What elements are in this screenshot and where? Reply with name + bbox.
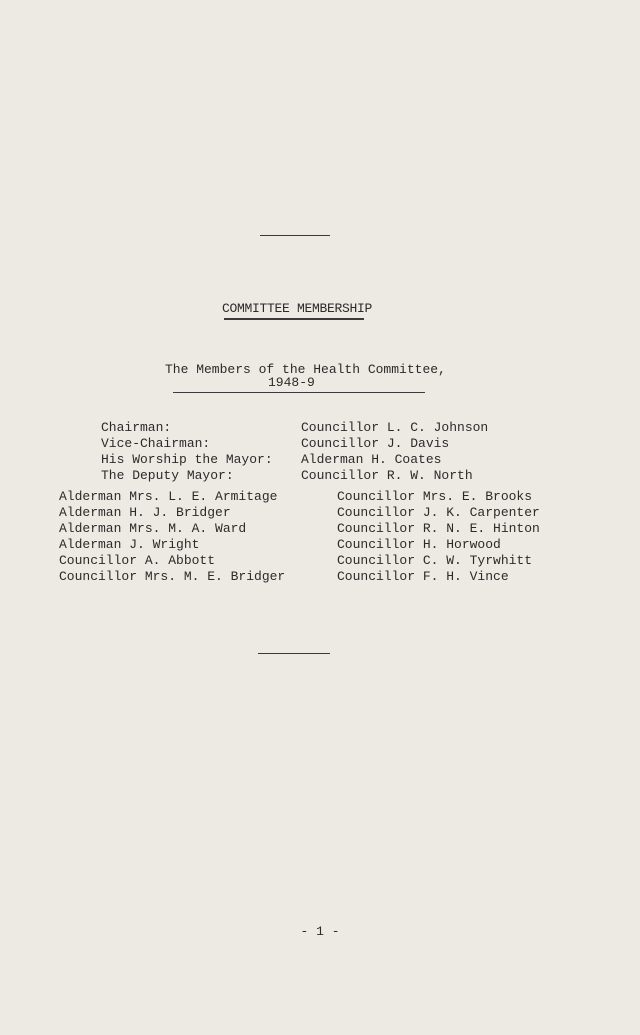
member-name: Councillor R. N. E. Hinton: [337, 521, 540, 536]
member-name: Councillor H. Horwood: [337, 537, 501, 552]
officer-name: Alderman H. Coates: [301, 452, 442, 467]
page-title: COMMITTEE MEMBERSHIP: [222, 301, 373, 316]
bottom-divider: [258, 653, 330, 654]
intro-underline: [173, 392, 425, 393]
member-name: Alderman Mrs. L. E. Armitage: [59, 489, 278, 504]
members-right-column: [337, 489, 540, 585]
page-number: - 1 -: [300, 924, 340, 939]
officer-roles: [101, 420, 273, 484]
member-name: Councillor A. Abbott: [59, 553, 216, 568]
officer-role: Chairman:: [101, 420, 172, 435]
officer-name: Councillor J. Davis: [301, 436, 450, 451]
intro-year: 1948-9: [268, 375, 315, 390]
officer-names: [301, 420, 488, 484]
members-left-column: [59, 489, 285, 585]
top-divider: [260, 235, 330, 236]
member-name: Alderman Mrs. M. A. Ward: [59, 521, 247, 536]
officer-role: Vice-Chairman:: [101, 436, 211, 451]
member-name: Councillor C. W. Tyrwhitt: [337, 553, 533, 568]
member-name: Councillor Mrs. M. E. Bridger: [59, 569, 286, 584]
member-name: Councillor F. H. Vince: [337, 569, 509, 584]
officer-name: Councillor L. C. Johnson: [301, 420, 489, 435]
officer-name: Councillor R. W. North: [301, 468, 473, 483]
officer-role: His Worship the Mayor:: [101, 452, 273, 467]
member-name: Councillor J. K. Carpenter: [337, 505, 540, 520]
page-title-underline: [224, 318, 364, 320]
member-name: Alderman H. J. Bridger: [59, 505, 231, 520]
member-name: Alderman J. Wright: [59, 537, 200, 552]
officer-role: The Deputy Mayor:: [101, 468, 234, 483]
member-name: Councillor Mrs. E. Brooks: [337, 489, 533, 504]
intro-line: The Members of the Health Committee,: [165, 362, 446, 377]
